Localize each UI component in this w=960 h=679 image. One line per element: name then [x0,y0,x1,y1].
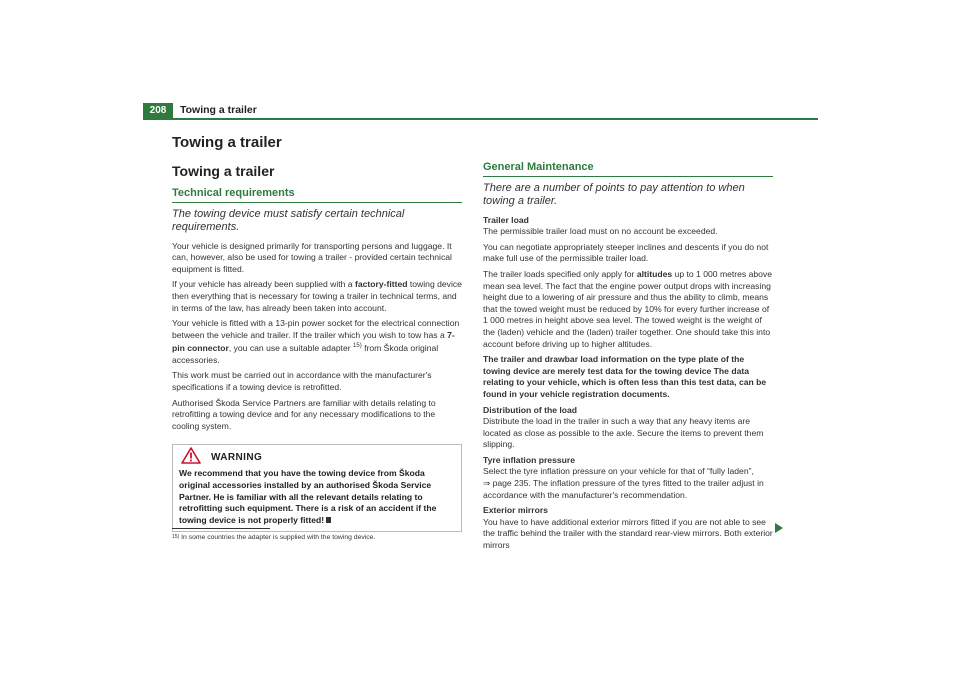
tyre-pressure-text-2: page 235. The inflation pressure of the tyres fitted to the trailer adjust in accordance with the manufacturer's recommendation. [483,478,764,500]
tyre-pressure-text [483,466,773,501]
trailer-load-paragraph-2: You can negotiate appropriately steeper inclines and descents if you do not make full use of the permissible trailer load. [483,241,769,264]
warning-box [172,444,462,532]
general-maintenance-heading: General Maintenance [483,162,773,177]
warning-triangle-icon [181,447,201,468]
footnote-rule [172,528,270,529]
continue-arrow-icon[interactable] [774,520,784,538]
footnote-reference[interactable]: 15) [353,343,362,350]
footnote [172,534,375,541]
tech-paragraph-2 [172,279,462,314]
trailer-load-p3-text: The trailer loads specified only apply for [483,268,637,279]
distribution-title: Distribution of the load [483,404,578,415]
tech-paragraph-5: Authorised Škoda Service Partners are familiar with details relating to retrofitting a towing device and for any necessary modifications to the cooling system. [172,397,436,431]
tech-p2-text-end: towing device then everything that is necessary for towing a trailer in technical terms, and in terms of the law, has already been taken into account. [172,279,462,313]
tech-p3-mid: , you can use a suitable adapter [228,343,354,354]
trailer-load-paragraph-4: The trailer and drawbar load information on the type plate of the towing device are merely test data for the towing device The data relating to your vehicle, which is often less than this test data, can be found in your vehicle registration documents. [483,354,767,399]
trailer-load-title: Trailer load [483,214,529,225]
footnote-text: In some countries the adapter is supplied with the towing device. [181,534,376,541]
tech-paragraph-3 [172,318,462,366]
technical-requirements-lead: The towing device must satisfy certain technical requirements. [172,207,405,233]
warning-text [179,468,455,526]
left-column [172,188,462,532]
technical-requirements-heading: Technical requirements [172,188,462,203]
tech-p2-bold: factory-fitted [354,279,408,290]
exterior-mirrors-title: Exterior mirrors [483,505,548,516]
tech-paragraph-1: Your vehicle is designed primarily for transporting persons and luggage. It can, however, also be used for towing a trailer - provided certain technical equipment is fitted. [172,240,452,274]
distribution-text: Distribute the load in the trailer in such a way that any heavy items are located as close as possible to the axle. Secure the items to prevent them slipping. [483,416,764,450]
tech-p2-text: If your vehicle has already been supplied with a [172,279,355,290]
right-column [483,162,773,556]
tech-paragraph-4: This work must be carried out in accordance with the manufacturer's specifications if a towing device is retrofitted. [172,370,432,392]
page-number: 208 [143,103,173,119]
section-title: Towing a trailer [172,163,275,179]
trailer-load-paragraph-3 [483,269,773,350]
exterior-mirrors-text: You have to have additional exterior mirrors fitted if you are not able to see the traffic behind the trailer with the standard rear-view mirrors. Both exterior mirrors [483,516,773,551]
warning-header [181,448,455,466]
tyre-pressure-title: Tyre inflation pressure [483,454,576,465]
cross-reference-arrow-icon[interactable]: ⇒ [483,478,491,489]
section-end-mark [326,517,331,523]
footnote-mark: 15) [172,534,180,540]
trailer-load-p3-bold: altitudes [636,268,673,279]
warning-label: WARNING [211,451,263,463]
general-maintenance-lead: There are a number of points to pay attention to when towing a trailer. [483,181,745,207]
tech-p3-text: Your vehicle is fitted with a 13-pin power socket for the electrical connection between the vehicle and trailer. If the trailer which you wish to tow has a [172,318,460,340]
header-rule [143,118,818,120]
trailer-load-p3-text-end: up to 1 000 metres above mean sea level. The fact that the engine power output drops with increasing height due to a lowering of air pressure and thus the ability to climb, means that the towed weight must be reduced by 10% for every further increase of 1 000 metres in height above sea level. The towed weight is the weight of the (laden) vehicle and the (laden) trailer together. One should take this into account before driving up to higher altitudes. [483,268,773,349]
tyre-pressure-text-1: Select the tyre inflation pressure on your vehicle for that of “fully laden”, [483,466,754,477]
trailer-load-paragraph-1: The permissible trailer load must on no account be exceeded. [483,226,718,237]
warning-body: We recommend that you have the towing device from Škoda original accessories installed by an authorised Škoda Service Partner. He is familiar with all the relevant details relating to retrofitting such equipment. There is a risk of an accident if the towing device is not properly fitted! [179,468,437,525]
tech-p3-bold: 7-pin connector [172,329,455,354]
chapter-title: Towing a trailer [172,134,282,151]
tech-p3-text-end: from Škoda original accessories. [172,343,439,365]
running-title: Towing a trailer [180,104,257,116]
